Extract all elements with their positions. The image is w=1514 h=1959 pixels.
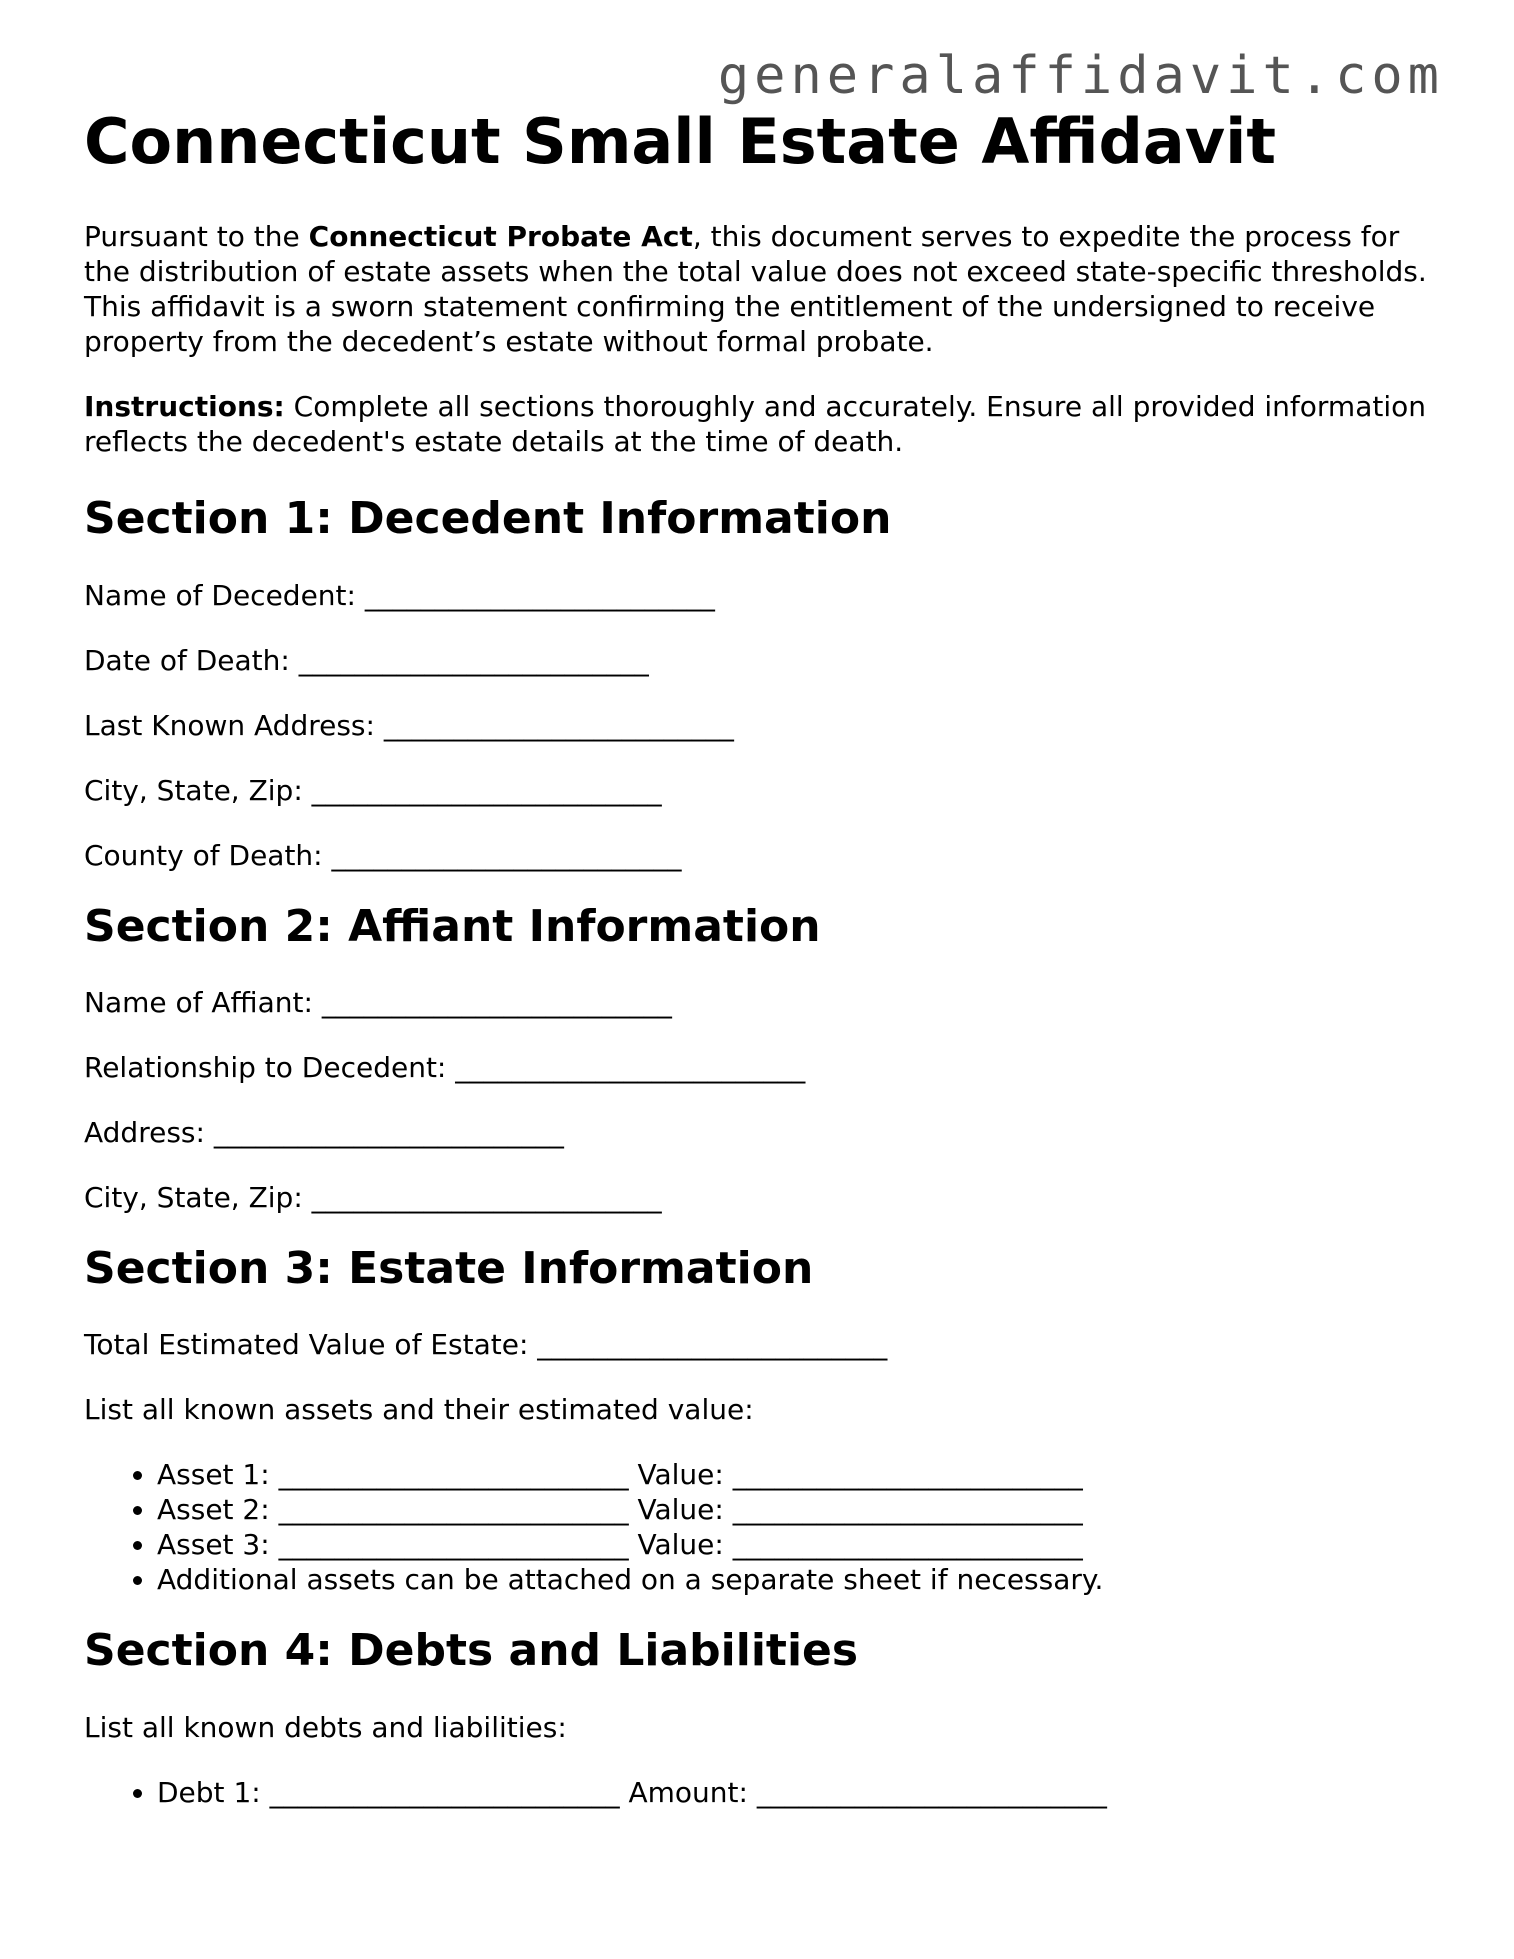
blank-line[interactable]: _________________________: [278, 1493, 629, 1527]
list-item: [157, 1457, 1454, 1492]
field-label: City, State, Zip:: [84, 1180, 303, 1214]
affidavit-document: [84, 105, 1454, 1810]
section-3-heading: Section 3: Estate Information: [84, 1242, 814, 1294]
blank-line[interactable]: _________________________: [278, 1458, 629, 1492]
instructions-paragraph: [84, 389, 1454, 459]
field-label: Last Known Address:: [84, 708, 375, 742]
blank-line[interactable]: _________________________: [311, 773, 662, 807]
county-of-death-field: [84, 838, 1454, 873]
field-label: County of Death:: [84, 838, 323, 872]
blank-line[interactable]: _________________________: [455, 1050, 806, 1084]
section-1-heading: Section 1: Decedent Information: [84, 493, 892, 545]
decedent-name-field: [84, 578, 1454, 613]
field-label: City, State, Zip:: [84, 773, 303, 807]
field-label: Relationship to Decedent:: [84, 1050, 447, 1084]
instructions-text: Complete all sections thoroughly and accurately. Ensure all provided information reflects the decedent's estate details at the time of death.: [84, 390, 1426, 459]
intro-paragraph: [84, 219, 1454, 359]
value-label: Value:: [637, 1528, 724, 1562]
debts-list-intro: List all known debts and liabilities:: [84, 1710, 567, 1744]
value-label: Value:: [637, 1458, 724, 1492]
blank-line[interactable]: _________________________: [331, 838, 682, 872]
affiant-name-field: [84, 985, 1454, 1020]
assets-list-intro: List all known assets and their estimated value:: [84, 1393, 754, 1427]
watermark: generalaffidavit.com: [717, 46, 1444, 106]
section-2-heading: Section 2: Affiant Information: [84, 900, 821, 952]
section-4-heading: Section 4: Debts and Liabilities: [84, 1625, 859, 1677]
assets-list: [84, 1457, 1454, 1597]
field-label: Date of Death:: [84, 643, 290, 677]
asset-label: Asset 2:: [157, 1493, 270, 1527]
instructions-label: Instructions:: [84, 390, 285, 424]
blank-line[interactable]: _________________________: [383, 708, 734, 742]
blank-line[interactable]: _________________________: [278, 1528, 629, 1562]
blank-line[interactable]: _________________________: [732, 1528, 1083, 1562]
blank-line[interactable]: _________________________: [732, 1493, 1083, 1527]
blank-line[interactable]: _________________________: [364, 578, 715, 612]
field-label: Total Estimated Value of Estate:: [84, 1328, 529, 1362]
blank-line[interactable]: _________________________: [269, 1775, 620, 1809]
blank-line[interactable]: _________________________: [756, 1775, 1107, 1809]
field-label: Name of Decedent:: [84, 578, 356, 612]
amount-label: Amount:: [628, 1775, 748, 1809]
total-estate-value-field: [84, 1327, 1454, 1362]
list-item: [157, 1775, 1454, 1810]
field-label: Name of Affiant:: [84, 985, 313, 1019]
date-of-death-field: [84, 643, 1454, 678]
intro-suffix: , this document serves to expedite the process for the distribution of estate assets when the total value does not exceed state-specific thresholds. This affidavit is a sworn statement confirming the entitlement of the undersigned to receive property from the decedent’s estate without formal probate.: [84, 220, 1427, 359]
decedent-city-state-zip-field: [84, 773, 1454, 808]
blank-line[interactable]: _________________________: [213, 1115, 564, 1149]
field-label: Address:: [84, 1115, 205, 1149]
blank-line[interactable]: _________________________: [298, 643, 649, 677]
asset-label: Asset 3:: [157, 1528, 270, 1562]
debt-label: Debt 1:: [157, 1775, 261, 1809]
list-item: [157, 1527, 1454, 1562]
asset-label: Asset 1:: [157, 1458, 270, 1492]
blank-line[interactable]: _________________________: [311, 1180, 662, 1214]
list-item: • Additional assets can be attached on a separate sheet if necessary.: [157, 1562, 1454, 1597]
affiant-city-state-zip-field: [84, 1180, 1454, 1215]
document-title: Connecticut Small Estate Affidavit: [84, 105, 1277, 178]
list-item: [157, 1492, 1454, 1527]
debts-list: [84, 1775, 1454, 1810]
blank-line[interactable]: _________________________: [732, 1458, 1083, 1492]
value-label: Value:: [637, 1493, 724, 1527]
probate-act-name: Connecticut Probate Act: [308, 220, 693, 254]
affiant-address-field: [84, 1115, 1454, 1150]
intro-prefix: Pursuant to the: [84, 220, 309, 254]
relationship-field: [84, 1050, 1454, 1085]
blank-line[interactable]: _________________________: [321, 985, 672, 1019]
last-known-address-field: [84, 708, 1454, 743]
blank-line[interactable]: _________________________: [537, 1328, 888, 1362]
